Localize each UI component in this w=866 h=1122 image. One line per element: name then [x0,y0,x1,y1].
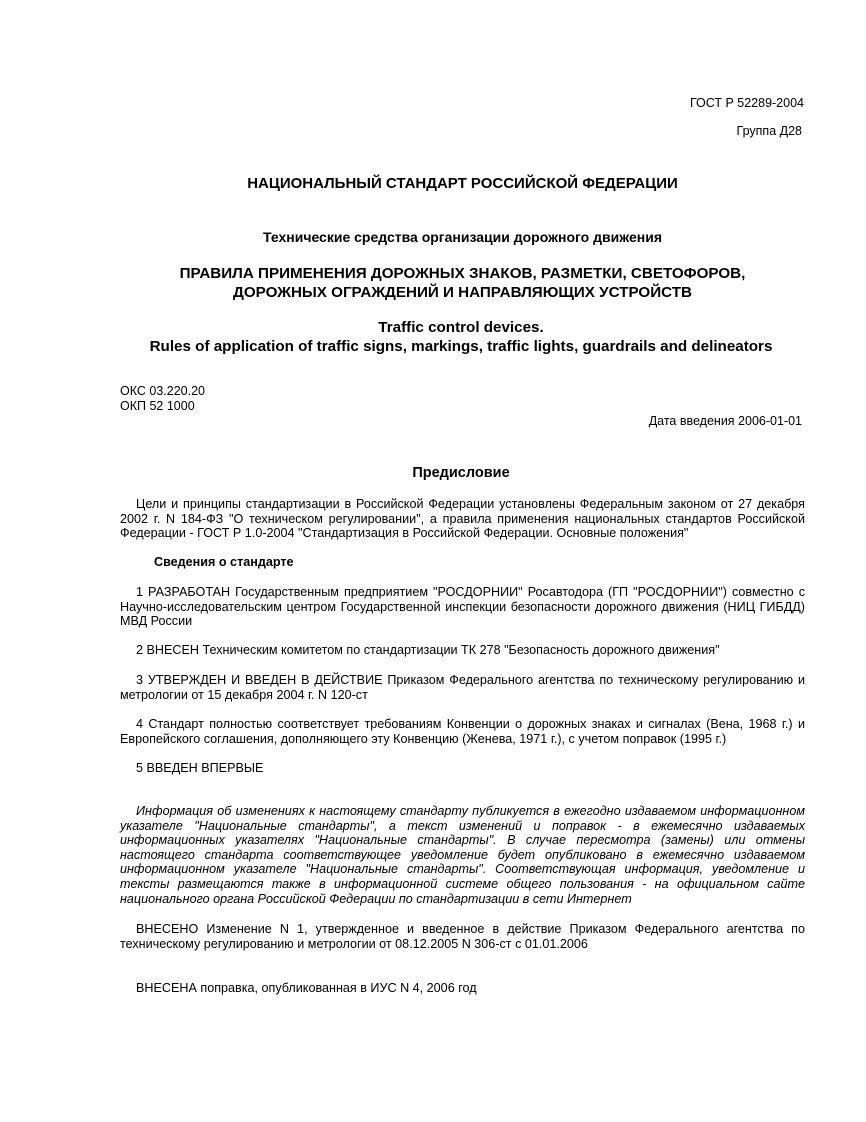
rules-title [60,264,865,302]
national-standard-title: НАЦИОНАЛЬНЫЙ СТАНДАРТ РОССИЙСКОЙ ФЕДЕРАЦИИ [247,175,678,192]
english-title [30,318,866,356]
amendment-note: ВНЕСЕНО Изменение N 1, утвержденное и введенное в действие Приказом Федерального агентства по техническому регулированию и метрологии от 08.12.2005 N 306-ст с 01.01.2006 [120,922,805,951]
item-2-submitted: 2 ВНЕСЕН Техническим комитетом по стандартизации ТК 278 "Безопасность дорожного движения" [136,643,720,657]
document-subtitle: Технические средства организации дорожного движения [263,229,662,245]
item-5-first-introduced: 5 ВВЕДЕН ВПЕРВЫЕ [136,761,264,775]
oks-code: ОКС 03.220.20 [120,384,205,398]
gost-number: ГОСТ Р 52289-2004 [689,96,804,110]
intro-date: Дата введения 2006-01-01 [648,414,802,428]
english-title-line-1: Traffic control devices. [378,319,544,336]
info-heading: Сведения о стандарте [154,555,294,569]
item-4-conformity: 4 Стандарт полностью соответствует требованиям Конвенции о дорожных знаках и сигналах (Вена, 1968 г.) и Европейского соглашения, дополняющего эту Конвенцию (Женева, 1971 г.), с учетом поправок (1995 г.) [120,717,805,746]
item-1-developed: 1 РАЗРАБОТАН Государственным предприятием "РОСДОРНИИ" Росавтодора (ГП "РОСДОРНИИ") совместно с Научно-исследовательским центром Государственной инспекции безопасности дорожного движения (НИЦ ГИБДД) МВД России [120,585,805,629]
item-3-approved: 3 УТВЕРЖДЕН И ВВЕДЕН В ДЕЙСТВИЕ Приказом Федерального агентства по техническому регулированию и метрологии от 15 декабря 2004 г. N 120-ст [120,673,805,702]
rules-title-line-2: ДОРОЖНЫХ ОГРАЖДЕНИЙ И НАПРАВЛЯЮЩИХ УСТРОЙСТВ [233,284,692,301]
rules-title-line-1: ПРАВИЛА ПРИМЕНЕНИЯ ДОРОЖНЫХ ЗНАКОВ, РАЗМЕТКИ, СВЕТОФОРОВ, [179,265,746,282]
foreword-heading: Предисловие [412,465,510,481]
group-label: Группа Д28 [736,124,802,138]
correction-note: ВНЕСЕНА поправка, опубликованная в ИУС N 4, 2006 год [136,981,477,995]
foreword-intro: Цели и принципы стандартизации в Российской Федерации установлены Федеральным законом от 27 декабря 2002 г. N 184-ФЗ "О техническом регулировании", а правила применения национальных стандартов Российской Федерации - ГОСТ Р 1.0-2004 "Стандартизация в Российской Федерации. Основные положения" [120,497,805,541]
english-title-line-2: Rules of application of traffic signs, markings, traffic lights, guardrails and delineators [149,338,773,355]
info-note: Информация об изменениях к настоящему стандарту публикуется в ежегодно издаваемом информационном указателе "Национальные стандарты", а текст изменений и поправок - в ежемесячно издаваемых информационных указателях "Национальные стандарты". В случае пересмотра (замены) или отмены настоящего стандарта соответствующее уведомление будет опубликовано в ежемесячно издаваемом информационном указателе "Национальные стандарты". Соответствующая информация, уведомление и тексты размещаются также в информационной системе общего пользования - на официальном сайте национального органа Российской Федерации по стандартизации в сети Интернет [120,804,805,906]
okp-code: ОКП 52 1000 [120,399,195,413]
